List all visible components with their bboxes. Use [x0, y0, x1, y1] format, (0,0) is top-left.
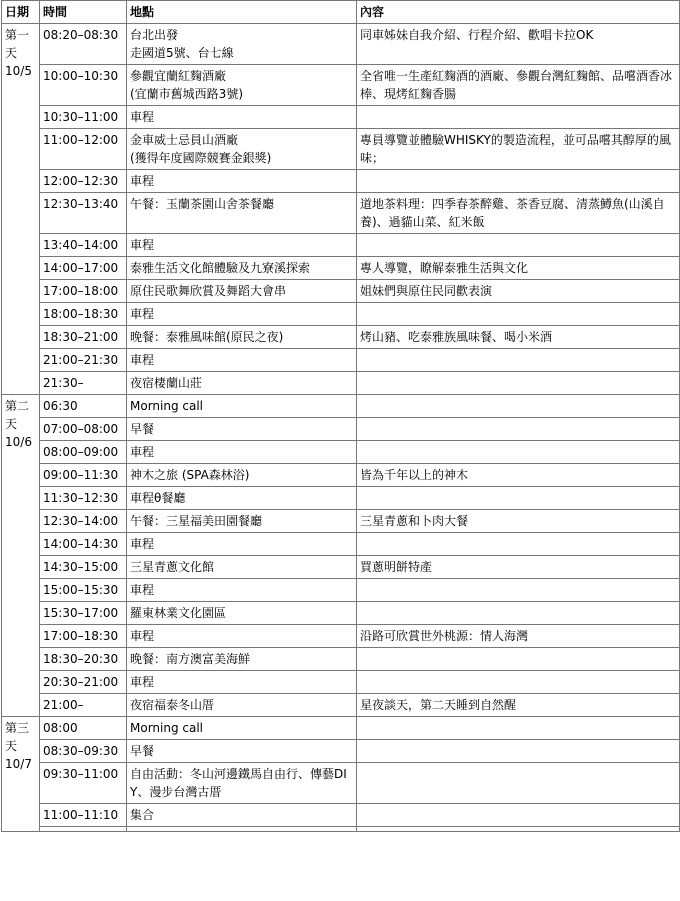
place-cell-line: 台北出發: [130, 28, 179, 42]
place-cell-line: 參觀宜蘭紅麴酒廠: [130, 69, 227, 83]
place-cell: 車程: [127, 579, 357, 602]
table-row: [2, 827, 680, 832]
table-row: [2, 129, 680, 170]
table-row: [2, 763, 680, 804]
place-cell: 車程: [127, 533, 357, 556]
time-cell: 18:00–18:30: [40, 303, 127, 326]
day-label-line: 第一: [5, 28, 30, 42]
table-row: [2, 510, 680, 533]
day-label-line: 第二: [5, 399, 30, 413]
content-cell: 皆為千年以上的神木: [357, 464, 680, 487]
content-cell: 買蔥明餅特產: [357, 556, 680, 579]
content-cell: [357, 648, 680, 671]
time-cell: [40, 827, 127, 832]
header-row: [2, 1, 680, 24]
time-cell: 14:00–17:00: [40, 257, 127, 280]
header-date: 日期: [2, 1, 40, 24]
place-cell: 夜宿福泰冬山厝: [127, 694, 357, 717]
day-label-line: 10/6: [5, 435, 32, 449]
content-cell: 烤山豬、吃泰雅族風味餐、喝小米酒: [357, 326, 680, 349]
place-cell: 泰雅生活文化館體驗及九寮溪探索: [127, 257, 357, 280]
content-cell: [357, 533, 680, 556]
time-cell: 08:30–09:30: [40, 740, 127, 763]
content-cell: [357, 395, 680, 418]
table-row: [2, 579, 680, 602]
table-row: [2, 441, 680, 464]
time-cell: 08:20–08:30: [40, 24, 127, 65]
time-cell: 11:00–12:00: [40, 129, 127, 170]
place-cell: 原住民歌舞欣賞及舞蹈大會串: [127, 280, 357, 303]
day-label: [2, 395, 40, 717]
content-cell: [357, 106, 680, 129]
content-cell: 專人導覽，瞭解泰雅生活與文化: [357, 257, 680, 280]
time-cell: 15:00–15:30: [40, 579, 127, 602]
content-cell: [357, 349, 680, 372]
place-cell: 車程: [127, 170, 357, 193]
place-cell: 車程: [127, 234, 357, 257]
time-cell: 14:30–15:00: [40, 556, 127, 579]
time-cell: 18:30–20:30: [40, 648, 127, 671]
content-cell: [357, 234, 680, 257]
content-cell: [357, 579, 680, 602]
time-cell: 18:30–21:00: [40, 326, 127, 349]
table-row: [2, 464, 680, 487]
table-row: [2, 65, 680, 106]
table-row: [2, 648, 680, 671]
table-row: [2, 395, 680, 418]
place-cell: 集合: [127, 804, 357, 827]
header-place: 地點: [127, 1, 357, 24]
time-cell: 08:00: [40, 717, 127, 740]
table-row: [2, 24, 680, 65]
content-cell: [357, 804, 680, 827]
time-cell: 15:30–17:00: [40, 602, 127, 625]
content-cell: [357, 763, 680, 804]
content-cell: 三星青蔥和卜肉大餐: [357, 510, 680, 533]
table-row: [2, 717, 680, 740]
content-cell: [357, 487, 680, 510]
place-cell: 晚餐：泰雅風味館(原民之夜): [127, 326, 357, 349]
table-row: [2, 193, 680, 234]
day-label-line: 天: [5, 417, 18, 431]
itinerary-table: [1, 0, 680, 832]
table-row: [2, 694, 680, 717]
place-cell: [127, 129, 357, 170]
place-cell: [127, 65, 357, 106]
time-cell: 11:00–11:10: [40, 804, 127, 827]
content-cell: [357, 602, 680, 625]
content-cell: [357, 740, 680, 763]
place-cell: 車程: [127, 671, 357, 694]
content-cell: [357, 441, 680, 464]
time-cell: 21:00–21:30: [40, 349, 127, 372]
table-row: [2, 804, 680, 827]
content-cell: [357, 170, 680, 193]
time-cell: 13:40–14:00: [40, 234, 127, 257]
header-time: 時間: [40, 1, 127, 24]
day-label: [2, 24, 40, 395]
day-label-line: 10/5: [5, 64, 32, 78]
place-cell: 車程: [127, 303, 357, 326]
place-cell: 車程: [127, 349, 357, 372]
place-cell: 夜宿棲蘭山莊: [127, 372, 357, 395]
place-cell: 神木之旅 (SPA森林浴): [127, 464, 357, 487]
place-cell: 午餐：三星福美田園餐廳: [127, 510, 357, 533]
table-row: [2, 257, 680, 280]
table-row: [2, 740, 680, 763]
time-cell: 09:00–11:30: [40, 464, 127, 487]
place-cell-line: 走國道5號、台七線: [130, 46, 234, 60]
content-cell: 專員導覽並體驗WHISKY的製造流程，並可品嚐其醇厚的風味；: [357, 129, 680, 170]
place-cell: 晚餐：南方澳富美海鮮: [127, 648, 357, 671]
time-cell: 21:00–: [40, 694, 127, 717]
place-cell: 車程: [127, 106, 357, 129]
content-cell: 全省唯一生產紅麴酒的酒廠、參觀台灣紅麴館、品嚐酒香冰棒、現烤紅麴香腸: [357, 65, 680, 106]
place-cell: 早餐: [127, 740, 357, 763]
content-cell: 沿路可欣賞世外桃源：情人海灣: [357, 625, 680, 648]
table-row: [2, 106, 680, 129]
time-cell: 10:30–11:00: [40, 106, 127, 129]
table-row: [2, 303, 680, 326]
content-cell: [357, 372, 680, 395]
time-cell: 17:00–18:00: [40, 280, 127, 303]
table-row: [2, 671, 680, 694]
time-cell: 20:30–21:00: [40, 671, 127, 694]
time-cell: 11:30–12:30: [40, 487, 127, 510]
day-label: [2, 717, 40, 832]
time-cell: 06:30: [40, 395, 127, 418]
content-cell: 星夜談天，第二天睡到自然醒: [357, 694, 680, 717]
time-cell: 07:00–08:00: [40, 418, 127, 441]
day-label-line: 天: [5, 46, 18, 60]
table-row: [2, 418, 680, 441]
place-cell: 早餐: [127, 418, 357, 441]
content-cell: [357, 717, 680, 740]
place-cell-line: (獲得年度國際競賽金銀獎): [130, 151, 272, 165]
place-cell: 羅東林業文化園區: [127, 602, 357, 625]
content-cell: [357, 303, 680, 326]
time-cell: 14:00–14:30: [40, 533, 127, 556]
time-cell: 21:30–: [40, 372, 127, 395]
time-cell: 12:30–13:40: [40, 193, 127, 234]
table-row: [2, 326, 680, 349]
place-cell: 自由活動：冬山河邊鐵馬自由行、傳藝DIY、漫步台灣古厝: [127, 763, 357, 804]
table-row: [2, 234, 680, 257]
table-row: [2, 556, 680, 579]
content-cell: 同車姊妹自我介紹、行程介紹、歡唱卡拉OK: [357, 24, 680, 65]
table-row: [2, 533, 680, 556]
header-content: 內容: [357, 1, 680, 24]
place-cell: Morning call: [127, 717, 357, 740]
table-row: [2, 372, 680, 395]
content-cell: 姐妹們與原住民同歡表演: [357, 280, 680, 303]
time-cell: 12:30–14:00: [40, 510, 127, 533]
content-cell: 道地茶料理：四季春茶醉雞、茶香豆腐、清蒸鱒魚(山溪自養)、過貓山菜、紅米飯: [357, 193, 680, 234]
time-cell: 17:00–18:30: [40, 625, 127, 648]
time-cell: 10:00–10:30: [40, 65, 127, 106]
place-cell: Morning call: [127, 395, 357, 418]
content-cell: [357, 671, 680, 694]
table-row: [2, 487, 680, 510]
place-cell: 三星青蔥文化館: [127, 556, 357, 579]
place-cell-line: (宜蘭市舊城西路3號): [130, 87, 243, 101]
place-cell-line: 金車威士忌員山酒廠: [130, 133, 239, 147]
content-cell: [357, 827, 680, 832]
table-row: [2, 280, 680, 303]
place-cell: 車程: [127, 441, 357, 464]
time-cell: 09:30–11:00: [40, 763, 127, 804]
place-cell: 車程θ餐廳: [127, 487, 357, 510]
time-cell: 08:00–09:00: [40, 441, 127, 464]
table-row: [2, 170, 680, 193]
itinerary-body: [2, 24, 680, 832]
time-cell: 12:00–12:30: [40, 170, 127, 193]
place-cell: [127, 827, 357, 832]
day-label-line: 第三: [5, 721, 30, 735]
place-cell: [127, 24, 357, 65]
place-cell: 午餐：玉蘭茶園山舍茶餐廳: [127, 193, 357, 234]
table-row: [2, 602, 680, 625]
table-row: [2, 349, 680, 372]
day-label-line: 10/7: [5, 757, 32, 771]
day-label-line: 天: [5, 739, 18, 753]
table-row: [2, 625, 680, 648]
content-cell: [357, 418, 680, 441]
place-cell: 車程: [127, 625, 357, 648]
